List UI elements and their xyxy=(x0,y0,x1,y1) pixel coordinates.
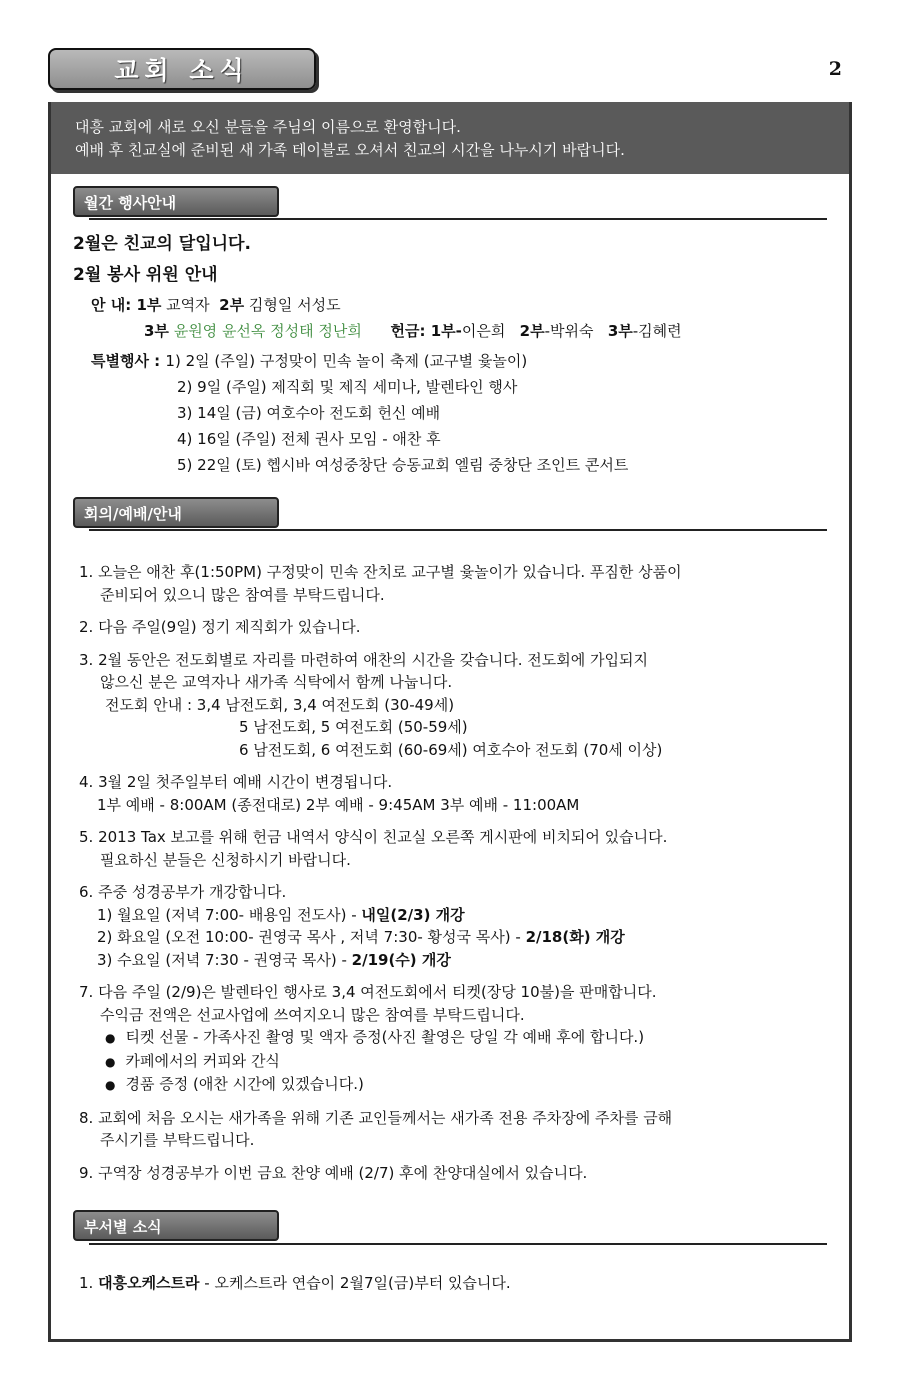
service-1-label: 1부 xyxy=(136,296,162,314)
list-item xyxy=(79,649,831,762)
special-event-item: 2) 9일 (주일) 제직회 및 제직 세미나, 발렌타인 행사 xyxy=(177,378,518,396)
item-line: 전도회 안내 : 3,4 남전도회, 3,4 여전도회 (30-49세) xyxy=(105,695,455,714)
special-event-item: 1) 2일 (주일) 구정맞이 민속 놀이 축제 (교구별 윷놀이) xyxy=(165,352,528,370)
special-event-item: 5) 22일 (토) 헵시바 여성중창단 승동교회 엘림 중창단 조인트 콘서트 xyxy=(177,456,629,474)
item-line: 7. 다음 주일 (2/9)은 발렌타인 행사로 3,4 여전도회에서 티켓(장당 10불)을 판매합니다. xyxy=(79,983,657,1001)
item-text: 2) 화요일 (오전 10:00- 권영국 목사 , 저녁 7:30- 황성국 목사) - xyxy=(97,928,526,946)
special-event-item: 3) 14일 (금) 여호수아 전도회 헌신 예배 xyxy=(177,404,441,422)
volunteer-guide-row xyxy=(73,292,833,318)
section-rule xyxy=(89,1243,827,1245)
item-line: 필요하신 분들은 신청하시기 바랍니다. xyxy=(100,850,351,869)
bullet-item: ● 티켓 선물 - 가족사진 촬영 및 액자 증정(사진 촬영은 당일 각 예배 후에 합니다.) xyxy=(79,1026,831,1050)
list-item xyxy=(79,1107,831,1152)
offering-3-label: 3부 xyxy=(607,322,633,340)
department-name: 대흥오케스트라 xyxy=(98,1274,200,1292)
item-number: 1. xyxy=(79,1274,99,1292)
special-events-label: 특별행사 : xyxy=(91,352,166,370)
item-line: 9. 구역장 성경공부가 이번 금요 찬양 예배 (2/7) 후에 찬양대실에서 있습니다. xyxy=(79,1163,588,1182)
item-text: 1) 월요일 (저녁 7:00- 배용임 전도사) - xyxy=(97,905,362,924)
monthly-headline: 2월은 친교의 달입니다. xyxy=(73,234,251,254)
page-title-box xyxy=(48,48,316,90)
welcome-line-1: 대흥 교회에 새로 오신 분들을 주님의 이름으로 환영합니다. xyxy=(75,118,461,136)
item-highlight: 2/18(화) 개강 xyxy=(525,928,625,946)
special-events-row xyxy=(73,348,833,374)
bullet-item: ● 카페에서의 커피와 간식 xyxy=(79,1050,831,1074)
departments-list xyxy=(79,1272,831,1295)
page-number: 2 xyxy=(828,58,842,80)
section-heading-meetings: 회의/예배/안내 xyxy=(73,497,279,528)
list-item xyxy=(79,1162,831,1185)
item-text: - 오케스트라 연습이 2월7일(금)부터 있습니다. xyxy=(199,1274,511,1292)
offering-label: 헌금: xyxy=(390,322,431,340)
welcome-banner xyxy=(51,102,849,174)
offering-2-name: -박위숙 xyxy=(544,322,594,340)
list-item xyxy=(79,616,831,639)
item-highlight: 내일(2/3) 개강 xyxy=(361,905,465,924)
section-heading-departments: 부서별 소식 xyxy=(73,1210,279,1241)
special-event-item: 4) 16일 (주일) 전체 권사 모임 - 애찬 후 xyxy=(177,430,441,448)
offering-1-label: 1부- xyxy=(430,322,462,340)
service-1-names: 교역자 xyxy=(161,296,215,314)
page-title: 교회 소식 xyxy=(114,56,250,85)
item-highlight: 2/19(수) 개강 xyxy=(351,950,451,969)
item-line xyxy=(79,926,831,949)
item-line: 주시기를 부탁드립니다. xyxy=(100,1131,255,1149)
meetings-list xyxy=(79,561,831,1194)
offering-1-name: 이은희 xyxy=(461,322,506,340)
section-heading-monthly: 월간 행사안내 xyxy=(73,186,279,217)
item-line: 1. 오늘은 애찬 후(1:50PM) 구정맞이 민속 잔치로 교구별 윷놀이가 있습니다. 푸짐한 상품이 xyxy=(79,563,682,581)
item-line xyxy=(79,949,831,972)
item-line: 않으신 분은 교역자나 새가족 식탁에서 함께 나눕니다. xyxy=(100,673,453,691)
item-line: 6 남전도회, 6 여전도회 (60-69세) 여호수아 전도회 (70세 이상) xyxy=(239,740,663,759)
list-item xyxy=(79,771,831,816)
service-3-names: 윤원영 윤선옥 정성태 정난희 xyxy=(168,322,362,340)
list-item xyxy=(79,881,831,971)
offering-2-label: 2부 xyxy=(519,322,545,340)
volunteer-title: 2월 봉사 위원 안내 xyxy=(73,265,218,285)
section-rule xyxy=(89,529,827,531)
list-item xyxy=(79,561,831,606)
service-2-label: 2부 xyxy=(219,296,245,314)
volunteer-guide-row-2 xyxy=(73,318,833,344)
item-text: 3) 수요일 (저녁 7:30 - 권영국 목사) - xyxy=(97,950,352,969)
item-line: 6. 주중 성경공부가 개강합니다. xyxy=(79,883,287,901)
item-line: 수익금 전액은 선교사업에 쓰여지오니 많은 참여를 부탁드립니다. xyxy=(100,1005,525,1024)
item-line: 8. 교회에 처음 오시는 새가족을 위해 기존 교인들께서는 새가족 전용 주차장에 주차를 금해 xyxy=(79,1108,673,1127)
list-item xyxy=(79,1272,831,1295)
monthly-block xyxy=(73,230,833,478)
content-frame xyxy=(48,102,852,1342)
section-rule xyxy=(89,218,827,220)
item-line: 5. 2013 Tax 보고를 위해 헌금 내역서 양식이 친교실 오른쪽 게시판에 비치되어 있습니다. xyxy=(79,828,668,846)
welcome-line-2: 예배 후 친교실에 준비된 새 가족 테이블로 오셔서 친교의 시간을 나누시기 바랍니다. xyxy=(75,141,625,159)
list-item xyxy=(79,981,831,1097)
service-3-label: 3부 xyxy=(144,322,169,340)
item-line xyxy=(79,904,831,927)
item-line: 2. 다음 주일(9일) 정기 제직회가 있습니다. xyxy=(79,618,361,636)
item-line: 1부 예배 - 8:00AM (종전대로) 2부 예배 - 9:45AM 3부 예배 - 11:00AM xyxy=(97,795,580,814)
service-2-names: 김형일 서성도 xyxy=(244,296,341,314)
item-line: 준비되어 있으니 많은 참여를 부탁드립니다. xyxy=(100,585,385,604)
bullet-item: ● 경품 증정 (애찬 시간에 있겠습니다.) xyxy=(79,1073,831,1097)
item-line: 4. 3월 2일 첫주일부터 예배 시간이 변경됩니다. xyxy=(79,773,393,791)
list-item xyxy=(79,826,831,871)
offering-3-name: -김혜련 xyxy=(632,322,682,340)
item-line: 3. 2월 동안은 전도회별로 자리를 마련하여 애찬의 시간을 갖습니다. 전도회에 가입되지 xyxy=(79,650,648,669)
item-line: 5 남전도회, 5 여전도회 (50-59세) xyxy=(239,718,468,736)
guide-label: 안 내: xyxy=(91,296,137,314)
